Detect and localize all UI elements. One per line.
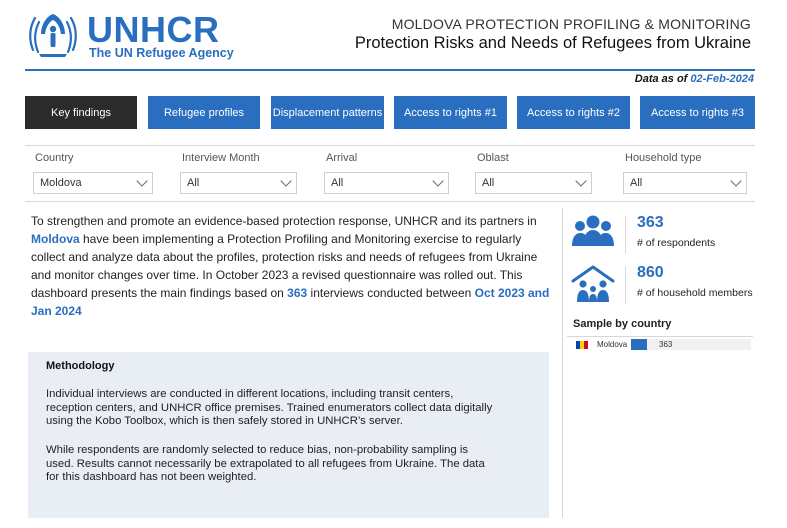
arrival-dropdown-value: All <box>331 177 344 189</box>
methodology-title: Methodology <box>46 360 115 372</box>
sample-bar-track <box>631 339 751 350</box>
data-date-label: Data as of <box>634 73 688 85</box>
tab-displacement-patterns[interactable]: Displacement patterns <box>271 96 384 129</box>
household-type-dropdown[interactable] <box>623 172 747 194</box>
data-date <box>635 73 754 85</box>
tab-access-to-rights-2[interactable]: Access to rights #2 <box>517 96 630 129</box>
sample-by-country-title: Sample by country <box>573 318 672 330</box>
kpi-respondents <box>570 214 755 260</box>
intro-text <box>31 212 556 320</box>
data-date-value: 02-Feb-2024 <box>690 73 754 85</box>
kpi-divider <box>625 266 626 304</box>
filter-household-type <box>615 146 702 189</box>
dashboard-title: Protection Risks and Needs of Refugees from Ukraine <box>354 34 751 52</box>
chevron-down-icon <box>136 175 147 186</box>
household-type-dropdown-value: All <box>630 177 643 189</box>
filter-interview-month <box>172 146 260 189</box>
tab-access-to-rights-3[interactable]: Access to rights #3 <box>640 96 755 129</box>
dashboard-kicker: MOLDOVA PROTECTION PROFILING & MONITORING <box>391 16 751 32</box>
household-icon <box>570 264 616 306</box>
respondents-count: 363 <box>637 214 664 231</box>
tab-refugee-profiles[interactable]: Refugee profiles <box>148 96 260 129</box>
unhcr-wordmark: UNHCR <box>87 9 220 50</box>
sample-bar <box>631 339 647 350</box>
sample-country-name: Moldova <box>597 340 628 349</box>
respondents-label: # of respondents <box>637 237 716 249</box>
filter-country-label: Country <box>35 152 74 164</box>
filter-bar <box>25 145 755 202</box>
intro-period: Oct 2023 and Jan 2024 <box>31 286 550 318</box>
methodology-paragraph: While respondents are randomly selected to reduce bias, non-probability sampling is used. Results cannot necessarily be extrapolated to all refugees from Ukraine. The data for this dashboard has not been weighted. <box>46 444 485 484</box>
column-divider <box>562 208 563 518</box>
header-titles <box>355 16 751 53</box>
household-members-label: # of household members <box>637 287 753 299</box>
chevron-down-icon <box>432 175 443 186</box>
filter-arrival-label: Arrival <box>326 152 358 164</box>
tab-access-to-rights-1[interactable]: Access to rights #1 <box>394 96 507 129</box>
filter-oblast-label: Oblast <box>477 152 509 164</box>
unhcr-logo[interactable] <box>25 10 235 62</box>
interview-month-dropdown[interactable] <box>180 172 297 194</box>
household-members-count: 860 <box>637 264 664 281</box>
filter-country <box>25 146 82 189</box>
header-divider <box>25 69 755 71</box>
chevron-down-icon <box>730 175 741 186</box>
chevron-down-icon <box>280 175 291 186</box>
methodology-paragraph: Individual interviews are conducted in different locations, including transit centers, reception centers, and UNHCR office premises. Trained enumerators collect data digitally using the Kobo Toolbox, which is then safely stored in UNHCR’s server. <box>46 388 493 428</box>
sample-bar-value: 363 <box>659 340 673 349</box>
sample-divider <box>567 336 753 337</box>
intro-text-part: To strengthen and promote an evidence-based protection response, UNHCR and its partners in <box>31 214 537 228</box>
filter-arrival <box>316 146 358 189</box>
unhcr-emblem-icon <box>25 10 81 58</box>
page-header <box>0 0 787 85</box>
unhcr-tagline: The UN Refugee Agency <box>89 46 234 60</box>
oblast-dropdown-value: All <box>482 177 495 189</box>
people-group-icon <box>570 214 616 256</box>
country-dropdown[interactable] <box>33 172 153 194</box>
sample-row-moldova[interactable] <box>573 339 753 351</box>
chevron-down-icon <box>575 175 586 186</box>
interview-month-dropdown-value: All <box>187 177 200 189</box>
country-dropdown-value: Moldova <box>40 177 82 189</box>
intro-interview-count: 363 <box>287 286 308 300</box>
filter-oblast <box>467 146 509 189</box>
filter-household-type-label: Household type <box>625 152 702 164</box>
page-tabs <box>25 96 755 129</box>
intro-country: Moldova <box>31 232 80 246</box>
tab-key-findings[interactable]: Key findings <box>25 96 137 129</box>
kpi-household-members <box>570 264 755 310</box>
intro-text-part: interviews conducted between <box>307 286 475 300</box>
intro-text-part: have been implementing a Protection Profiling and Monitoring exercise to regularly collect and analyze data about the profiles, protection risks and needs of refugees from Ukraine and monitor changes over time. In October 2023 a revised questionnaire was rolled out. This dashboard presents the main findings based on <box>31 232 538 300</box>
arrival-dropdown[interactable] <box>324 172 449 194</box>
methodology-panel <box>28 352 549 518</box>
filter-interview-month-label: Interview Month <box>182 152 260 164</box>
moldova-flag-icon <box>576 341 588 349</box>
kpi-divider <box>625 216 626 254</box>
oblast-dropdown[interactable] <box>475 172 592 194</box>
